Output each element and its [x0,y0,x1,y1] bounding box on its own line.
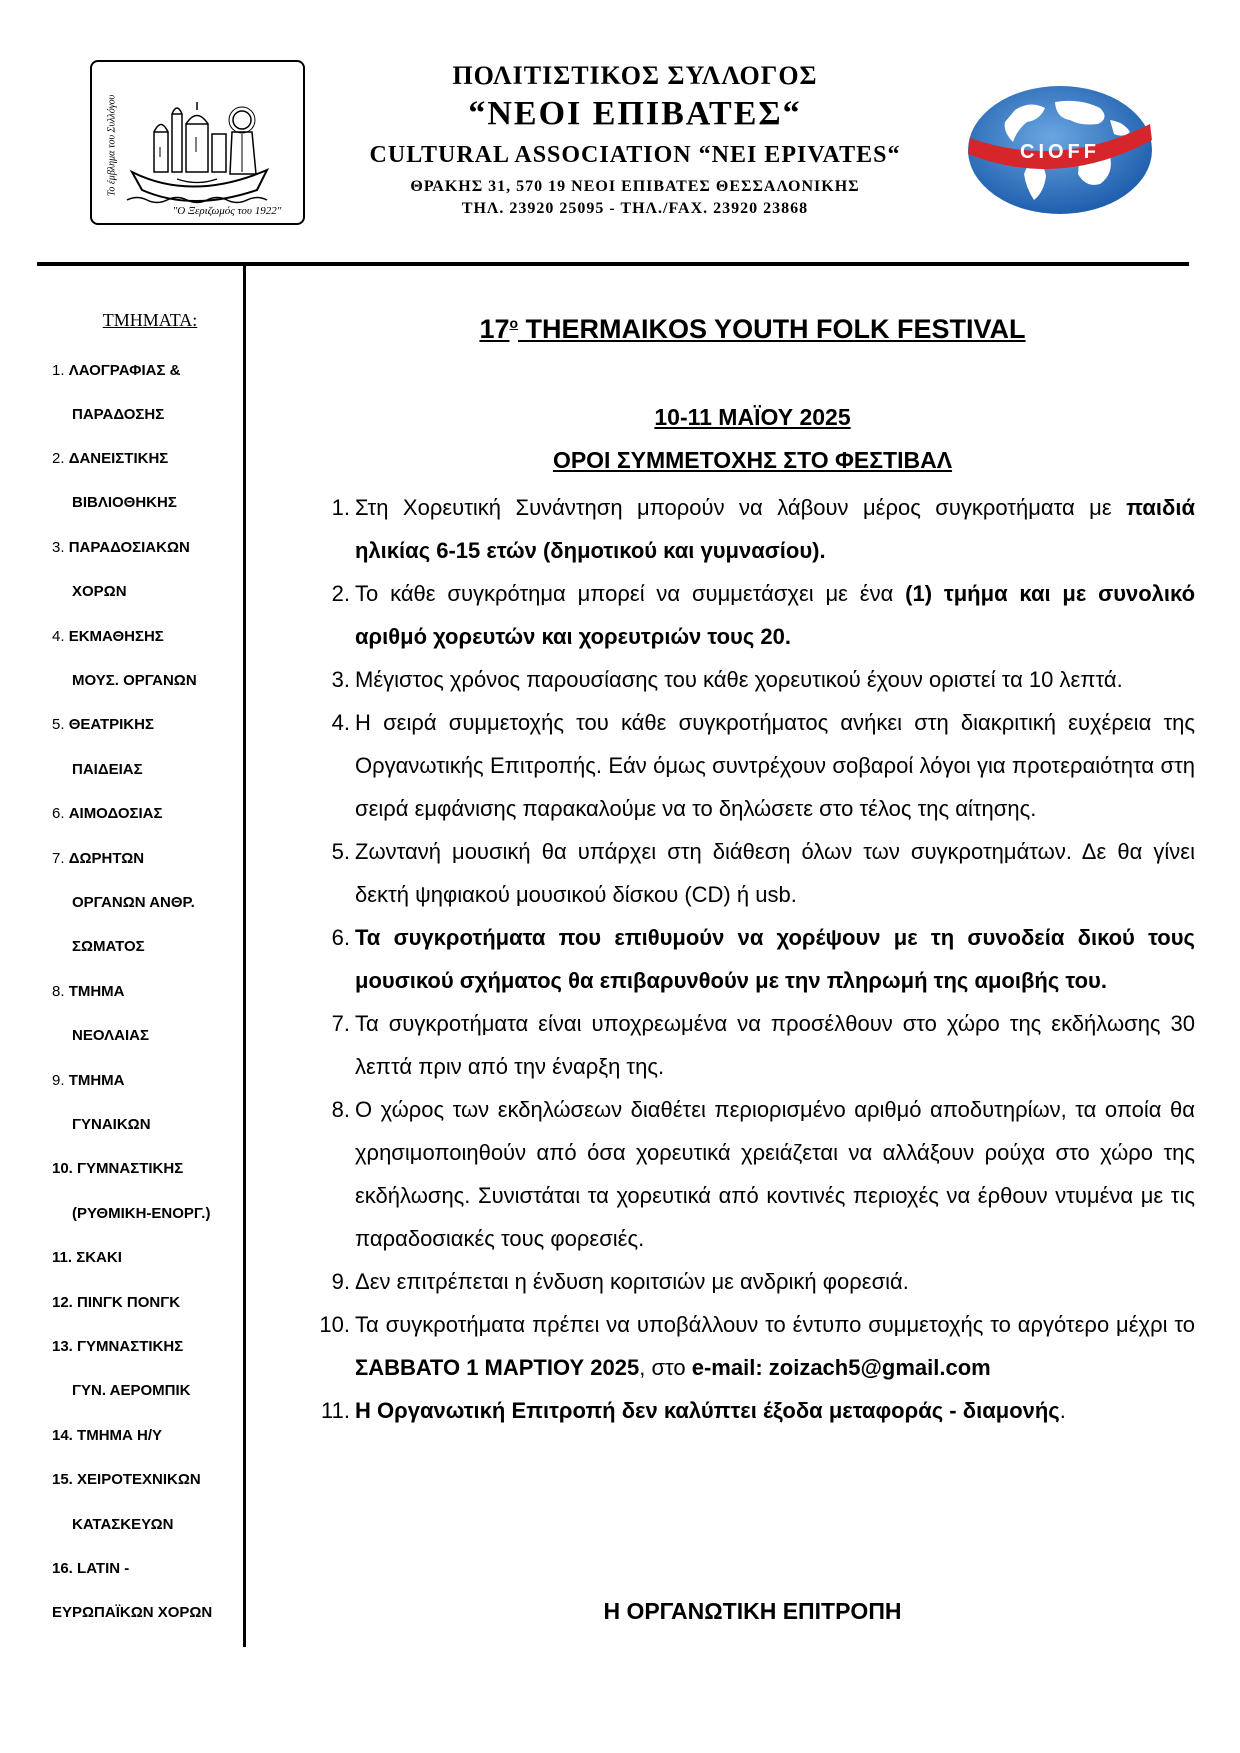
department-item-continued: ΣΩΜΑΤΟΣ [72,938,145,955]
department-item-continued: ΒΙΒΛΙΟΘΗΚΗΣ [72,494,177,511]
department-item-continued: ΠΑΡΑΔΟΣΗΣ [72,406,165,423]
department-item: 9. ΤΜΗΜΑ [52,1072,125,1089]
department-item-continued: ΜΟΥΣ. ΟΡΓΑΝΩΝ [72,672,197,689]
emblem-side-caption: Το έμβλημα του Συλλόγου [106,94,118,197]
department-item-continued: ΚΑΤΑΣΚΕΥΩΝ [72,1516,174,1533]
list-item: 1. Στη Χορευτική Συνάντηση μπορούν να λάβουν μέρος συγκροτήματα με παιδιά ηλικίας 6-15 ετών (δημοτικού και γυμνασίου). [331,495,1195,563]
list-item: 3. Μέγιστος χρόνος παρουσίασης του κάθε χορευτικού έχουν οριστεί τα 10 λεπτά. [331,667,1123,692]
department-item-continued: ΕΥΡΩΠΑΪΚΩΝ ΧΟΡΩΝ [52,1604,213,1621]
cioff-text: CIOFF [1020,141,1100,163]
department-item: 7. ΔΩΡΗΤΩΝ [52,850,145,867]
department-item: 12. ΠΙΝΓΚ ΠΟΝΓΚ [52,1294,181,1311]
cioff-logo [960,80,1160,220]
department-item: 3. ΠΑΡΑΔΟΣΙΑΚΩΝ [52,539,190,556]
globe-icon [960,80,1160,220]
emblem-drawing [92,62,303,223]
festival-date: 10-11 ΜΑΪΟΥ 2025 [654,404,851,430]
list-item: 7. Τα συγκροτήματα είναι υποχρεωμένα να προσέλθουν στο χώρο της εκδήλωσης 30 λεπτά πριν από την έναρξη της. [331,1011,1195,1079]
list-item: 10. Τα συγκροτήματα πρέπει να υποβάλλουν το έντυπο συμμετοχής το αργότερο μέχρι το ΣΑΒΒΑΤΟ 1 ΜΑΡΤΙΟΥ 2025, στο e-mail: zoizach5@gmail.com [319,1312,1195,1380]
department-item: 8. ΤΜΗΜΑ [52,983,125,1000]
list-item: 9. Δεν επιτρέπεται η ένδυση κοριτσιών με ανδρική φορεσιά. [331,1269,909,1294]
department-item: 2. ΔΑΝΕΙΣΤΙΚΗΣ [52,450,169,467]
contact-email: e-mail: zoizach5@gmail.com [691,1355,991,1380]
emblem-bottom-caption: "Ο Ξεριζωμός του 1922" [172,205,282,217]
header-divider [37,262,1189,266]
list-item: 11. Η Οργανωτική Επιτροπή δεν καλύπτει έξοδα μεταφοράς - διαμονής. [321,1398,1066,1423]
terms-list [310,486,1195,1432]
department-item: 10. ΓΥΜΝΑΣΤΙΚΗΣ [52,1160,184,1177]
department-item: 13. ΓΥΜΝΑΣΤΙΚΗΣ [52,1338,184,1355]
phone-fax: ΤΗΛ. 23920 25095 - ΤΗΛ./FAX. 23920 23868 [461,200,809,217]
association-header [330,60,940,220]
sidebar-title: ΤΜΗΜΑΤΑ: [102,310,198,330]
department-item-continued: ΝΕΟΛΑΙΑΣ [72,1027,149,1044]
festival-title: $17^o$ THERMAIKOS YOUTH FOLK FESTIVAL [479,314,1026,344]
department-item-continued: ΟΡΓΑΝΩΝ ΑΝΘΡ. [72,894,195,911]
address: ΘΡΑΚΗΣ 31, 570 19 ΝΕΟΙ ΕΠΙΒΑΤΕΣ ΘΕΣΣΑΛΟΝΙΚΗΣ [410,178,860,195]
department-item: 6. ΑΙΜΟΔΟΣΙΑΣ [52,805,163,822]
sidebar-divider [243,262,246,1647]
department-item: 16. LATIN - [52,1560,130,1577]
department-item-continued: ΧΟΡΩΝ [72,583,127,600]
list-item: 8. Ο χώρος των εκδηλώσεων διαθέτει περιορισμένο αριθμό αποδυτηρίων, τα οποία θα χρησιμοποιηθούν από όσα χορευτικά χρειάζεται να αλλάξουν ρούχα στο χώρο της εκδήλωσης. Συνιστάται τα χορευτικά από κοντινές περιοχές να έρθουν ντυμένα με τις παραδοσιακές τους φορεσιές. [331,1097,1195,1251]
association-name-greek: “ΝΕΟΙ ΕΠΙΒΑΤΕΣ“ [468,95,802,132]
department-item: 1. ΛΑΟΓΡΑΦΙΑΣ & [52,362,181,379]
list-item: 5. Ζωντανή μουσική θα υπάρχει στη διάθεση όλων των συγκροτημάτων. Δε θα γίνει δεκτή ψηφιακού μουσικού δίσκου (CD) ή usb. [331,839,1195,907]
department-item-continued: ΓΥΝΑΙΚΩΝ [72,1116,151,1133]
department-item-continued: ΓΥΝ. ΑΕΡΟΜΠΙΚ [72,1382,191,1399]
list-item: 2. Το κάθε συγκρότημα μπορεί να συμμετάσχει με ένα (1) τμήμα και με συνολικό αριθμό χορευτών και χορευτριών τους 20. [331,581,1196,649]
list-item: 4. Η σειρά συμμετοχής του κάθε συγκροτήματος ανήκει στη διακριτική ευχέρεια της Οργανωτικής Επιτροπής. Εάν όμως συντρέχουν σοβαροί λόγοι για προτεραιότητα στη σειρά εμφάνισης παρακαλούμε να το δηλώσετε στο τέλος της αίτησης. [331,710,1195,821]
list-item: 6. Τα συγκροτήματα που επιθυμούν να χορέψουν με τη συνοδεία δικού τους μουσικού σχήματος θα επιβαρυνθούν με την πληρωμή της αμοιβής του. [331,925,1195,993]
department-item: 14. ΤΜΗΜΑ Η/Υ [52,1427,163,1444]
organizing-committee-signature: Η ΟΡΓΑΝΩΤΙΚΗ ΕΠΙΤΡΟΠΗ [603,1598,902,1624]
department-item-continued: (ΡΥΘΜΙΚΗ-ΕΝΟΡΓ.) [72,1205,211,1222]
department-item: 15. ΧΕΙΡΟΤΕΧΝΙΚΩΝ [52,1471,201,1488]
header-line-1: ΠΟΛΙΤΙΣΤΙΚΟΣ ΣΥΛΛΟΓΟΣ [452,61,818,90]
department-item: 4. ΕΚΜΑΘΗΣΗΣ [52,628,164,645]
association-emblem [90,60,305,225]
department-item: 11. ΣΚΑΚΙ [52,1249,122,1266]
department-item-continued: ΠΑΙΔΕΙΑΣ [72,761,143,778]
association-name-english: CULTURAL ASSOCIATION “NEI EPIVATES“ [369,142,901,168]
department-item: 5. ΘΕΑΤΡΙΚΗΣ [52,716,154,733]
terms-heading: ΟΡΟΙ ΣΥΜΜΕΤΟΧΗΣ ΣΤΟ ΦΕΣΤΙΒΑΛ [552,447,953,473]
